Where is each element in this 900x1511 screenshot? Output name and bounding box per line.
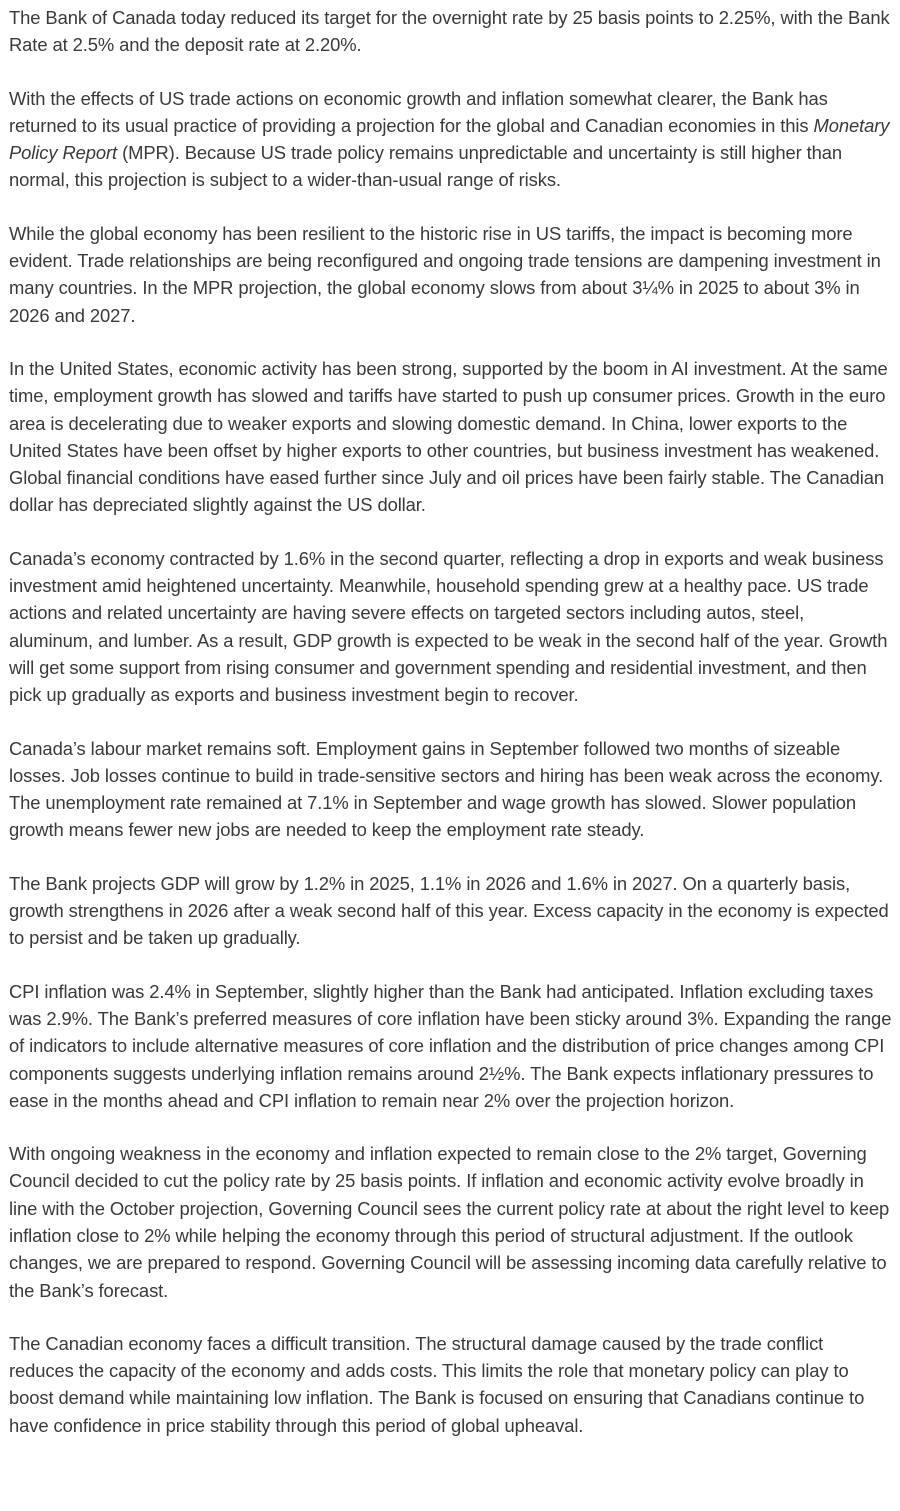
paragraph-canada-economy: Canada’s economy contracted by 1.6% in the second quarter, reflecting a drop in exports and weak business investment amid heightened uncertainty. Meanwhile, household spending grew at a healthy pace. US trade actions and related uncertainty are having severe effects on targeted sectors including autos, steel, aluminum, and lumber. As a result, GDP growth is expected to be weak in the second half of the year. Growth will get some support from rising consumer and government spending and residential investment, and then pick up gradually as exports and business investment begin to recover.	[9, 547, 888, 706]
paragraph-rate-decision: The Bank of Canada today reduced its target for the overnight rate by 25 basis points to 2.25%, with the Bank Rate at 2.5% and the deposit rate at 2.20%.	[9, 7, 890, 56]
paragraph-cpi-inflation: CPI inflation was 2.4% in September, slightly higher than the Bank had anticipated. Inflation excluding taxes was 2.9%. The Bank’s preferred measures of core inflation have been sticky around 3%. Expanding the range of indicators to include alternative measures of core inflation and the distribution of price changes among CPI components suggests underlying inflation remains around 2½%. The Bank expects inflationary pressures to ease in the months ahead and CPI inflation to remain near 2% over the projection horizon.	[9, 980, 892, 1111]
paragraph-mpr-projection	[9, 85, 892, 194]
paragraph-policy-decision: With ongoing weakness in the economy and inflation expected to remain close to the 2% target, Governing Council decided to cut the policy rate by 25 basis points. If inflation and economic activity evolve broadly in line with the October projection, Governing Council sees the current policy rate at about the right level to keep inflation close to 2% while helping the economy through this period of structural adjustment. If the outlook changes, we are prepared to respond. Governing Council will be assessing incoming data carefully relative to the Bank’s forecast.	[9, 1143, 890, 1301]
paragraph-labour-market: Canada’s labour market remains soft. Employment gains in September followed two months of sizeable losses. Job losses continue to build in trade-sensitive sectors and hiring has been weak across the economy. The unemployment rate remained at 7.1% in September and wage growth has slowed. Slower population growth means fewer new jobs are needed to keep the employment rate steady.	[9, 737, 884, 841]
paragraph-us-euro-china: In the United States, economic activity has been strong, supported by the boom in AI investment. At the same time, employment growth has slowed and tariffs have started to push up consumer prices. Growth in the euro area is decelerating due to weaker exports and slowing domestic demand. In China, lower exports to the United States have been offset by higher exports to other countries, but business investment has weakened. Global financial conditions have eased further since July and oil prices have been fairly stable. The Canadian dollar has depreciated slightly against the US dollar.	[9, 357, 888, 516]
paragraph-transition: The Canadian economy faces a difficult transition. The structural damage caused by the trade conflict reduces the capacity of the economy and adds costs. This limits the role that monetary policy can play to boost demand while maintaining low inflation. The Bank is focused on ensuring that Canadians continue to have confidence in price stability through this period of global upheaval.	[9, 1332, 865, 1436]
paragraph-mpr-text-before: With the effects of US trade actions on economic growth and inflation somewhat clearer, the Bank has returned to its usual practice of providing a projection for the global and Canadian economies in this	[9, 87, 828, 136]
mpr-title: Monetary Policy Report	[9, 114, 890, 164]
paragraph-mpr-text-after: (MPR). Because US trade policy remains unpredictable and uncertainty is still higher than normal, this projection is subject to a wider-than-usual range of risks.	[9, 142, 843, 191]
paragraph-global-economy: While the global economy has been resilient to the historic rise in US tariffs, the impact is becoming more evident. Trade relationships are being reconfigured and ongoing trade tensions are dampening investment in many countries. In the MPR projection, the global economy slows from about 3¼% in 2025 to about 3% in 2026 and 2027.	[9, 222, 881, 326]
paragraph-gdp-projection: The Bank projects GDP will grow by 1.2% in 2025, 1.1% in 2026 and 1.6% in 2027. On a quarterly basis, growth strengthens in 2026 after a weak second half of this year. Excess capacity in the economy is expected to persist and be taken up gradually.	[9, 872, 889, 949]
